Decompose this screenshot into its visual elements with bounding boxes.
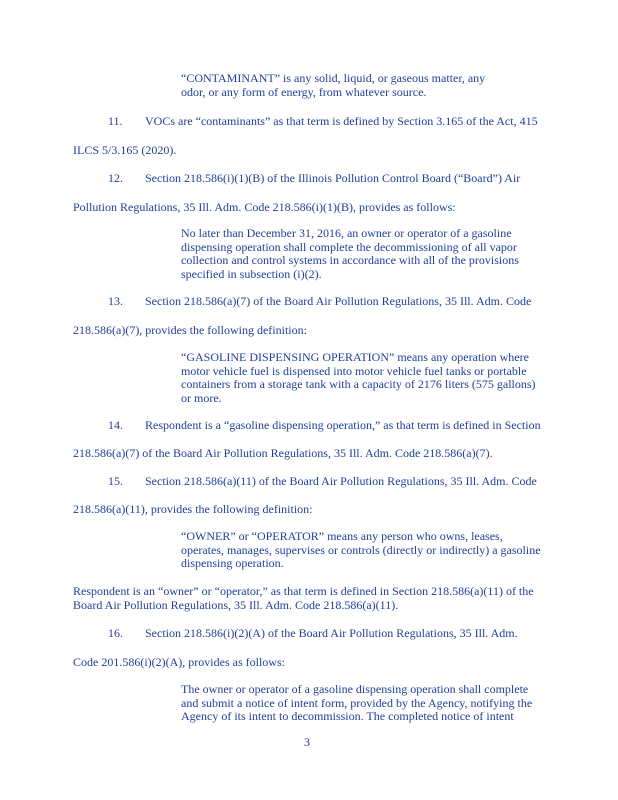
paragraph-number-15: 15. [108, 474, 123, 488]
paragraph-13-line-2: 218.586(a)(7), provides the following definition: [73, 323, 307, 337]
paragraph-12-line-1: Section 218.586(i)(1)(B) of the Illinois Pollution Control Board (“Board”) Air [145, 171, 521, 185]
paragraph-16-line-1: Section 218.586(i)(2)(A) of the Board Air Pollution Regulations, 35 Ill. Adm. [145, 626, 518, 640]
paragraph-14-line-2: 218.586(a)(7) of the Board Air Pollution Regulations, 35 Ill. Adm. Code 218.586(a)(7). [73, 446, 493, 460]
paragraph-number-12: 12. [108, 171, 123, 185]
quote-line: containers from a storage tank with a capacity of 2176 liters (575 gallons) [181, 377, 536, 391]
paragraph-14-line-1: Respondent is a “gasoline dispensing operation,” as that term is defined in Section [145, 418, 541, 432]
paragraph-15-line-2: 218.586(a)(11), provides the following definition: [73, 502, 313, 516]
contaminant-definition-quote [181, 72, 581, 99]
quote-line: dispensing operation shall complete the decommissioning of all vapor [181, 239, 517, 254]
owner-operator-definition-quote [181, 530, 581, 571]
quote-line: “OWNER” or “OPERATOR” means any person who owns, leases, [181, 529, 503, 543]
page-number: 3 [304, 735, 310, 749]
quote-line: dispensing operation. [181, 556, 284, 570]
paragraph-number-16: 16. [108, 626, 123, 640]
paragraph-15-line-1: Section 218.586(a)(11) of the Board Air Pollution Regulations, 35 Ill. Adm. Code [145, 474, 537, 488]
paragraph-11-line-1: VOCs are “contaminants” as that term is defined by Section 3.165 of the Act, 415 [145, 114, 538, 128]
quote-line: “CONTAMINANT” is any solid, liquid, or gaseous matter, any [181, 71, 486, 85]
quote-line: operates, manages, supervises or controls (directly or indirectly) a gasoline [181, 542, 541, 557]
paragraph-13-line-1: Section 218.586(a)(7) of the Board Air Pollution Regulations, 35 Ill. Adm. Code [145, 294, 532, 308]
paragraph-16-line-2: Code 201.586(i)(2)(A), provides as follows: [73, 655, 285, 669]
quote-line: “GASOLINE DISPENSING OPERATION” means any operation where [181, 350, 529, 364]
quote-line: specified in subsection (i)(2). [181, 266, 322, 281]
paragraph-number-14: 14. [108, 418, 123, 432]
respondent-owner-statement [73, 585, 593, 612]
paragraph-number-13: 13. [108, 294, 123, 308]
paragraph-11-line-2: ILCS 5/3.165 (2020). [73, 143, 177, 157]
quote-line: or more. [181, 390, 222, 405]
quote-line: collection and control systems in accordance with all of the provisions [181, 253, 519, 267]
gasoline-dispensing-definition-quote [181, 351, 581, 405]
statement-line: Respondent is an “owner” or “operator,” as that term is defined in Section 218.586(a)(11) of the [73, 584, 534, 598]
decommissioning-deadline-quote [181, 227, 581, 281]
quote-line: and submit a notice of intent form, provided by the Agency, notifying the [181, 695, 533, 710]
notice-of-intent-quote [181, 683, 581, 724]
statement-line: Board Air Pollution Regulations, 35 Ill. Adm. Code 218.586(a)(11). [73, 597, 399, 612]
quote-line: The owner or operator of a gasoline dispensing operation shall complete [181, 682, 529, 696]
quote-line: odor, or any form of energy, from whatever source. [181, 84, 427, 99]
paragraph-number-11: 11. [108, 114, 123, 128]
quote-line: Agency of its intent to decommission. The completed notice of intent [181, 709, 514, 723]
paragraph-12-line-2: Pollution Regulations, 35 Ill. Adm. Code 218.586(i)(1)(B), provides as follows: [73, 200, 456, 214]
quote-line: motor vehicle fuel is dispensed into motor vehicle fuel tanks or portable [181, 363, 527, 378]
quote-line: No later than December 31, 2016, an owner or operator of a gasoline [181, 226, 512, 240]
